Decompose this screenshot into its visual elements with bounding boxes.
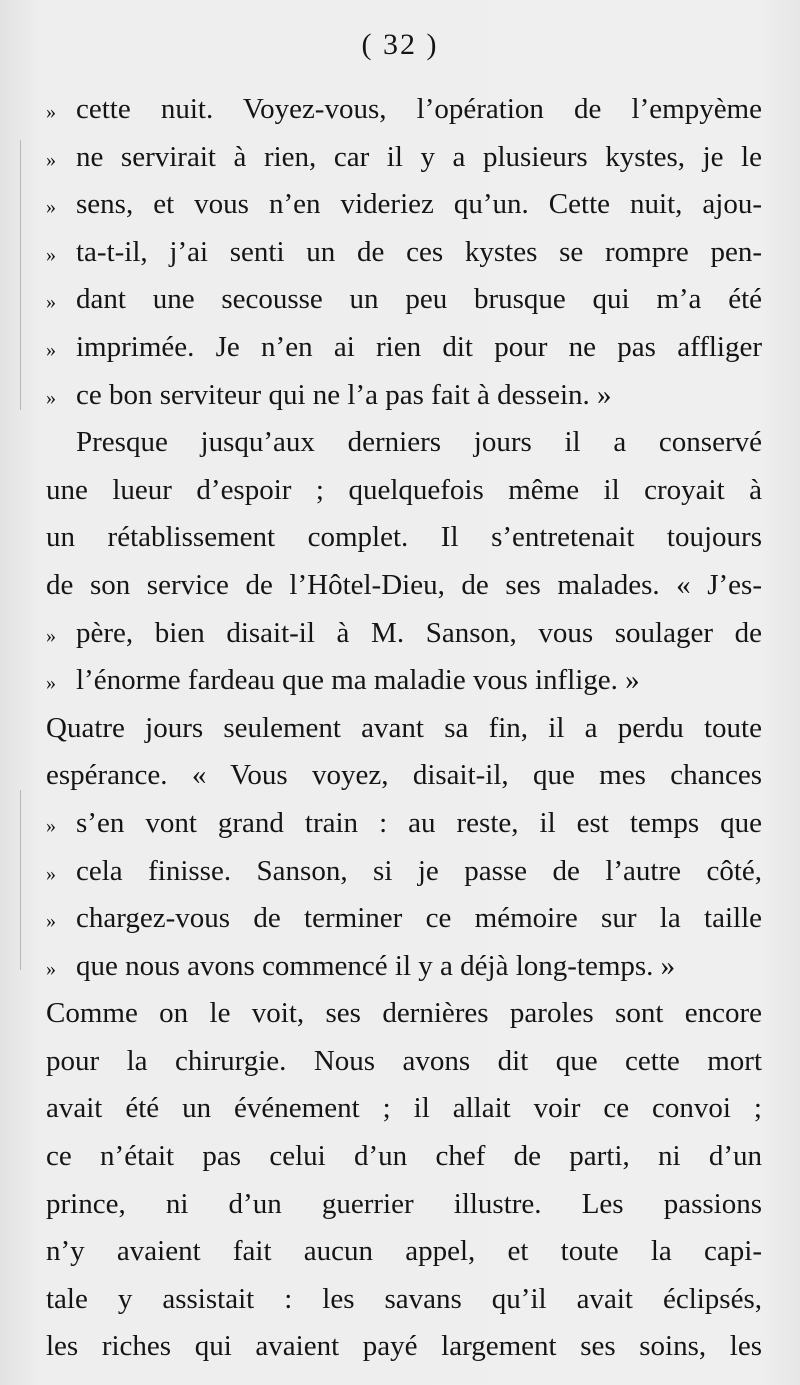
line-text: chargez-vous de terminer ce mémoire sur la taille (76, 902, 762, 935)
line-text: Presque jusqu’aux derniers jours il a conservé (76, 426, 762, 459)
text-line (46, 943, 762, 991)
text-line (46, 990, 762, 1038)
quote-mark: » (46, 624, 56, 647)
text-line (46, 372, 762, 420)
text-line (46, 1085, 762, 1133)
quote-mark: » (46, 101, 56, 123)
line-text: espérance. « Vous voyez, disait-il, que mes chances (46, 759, 762, 792)
line-text: prince, ni d’un guerrier illustre. Les passions (46, 1187, 762, 1220)
line-text: pour la chirurgie. Nous avons dit que cette mort (46, 1044, 762, 1077)
line-text: ne servirait à rien, car il y a plusieurs kystes, je le (76, 140, 762, 173)
line-text: de son service de l’Hôtel-Dieu, de ses malades. « J’es- (46, 568, 762, 601)
text-line (46, 134, 762, 182)
line-text: ta-t-il, j’ai senti un de ces kystes se rompre pen- (76, 235, 762, 268)
line-text: cette nuit. Voyez-vous, l’opération de l’empyème (76, 93, 762, 125)
line-text: ce bon serviteur qui ne l’a pas fait à dessein. » (76, 378, 612, 411)
line-text: n’y avaient fait aucun appel, et toute la capi- (46, 1235, 762, 1268)
line-text: s’en vont grand train : au reste, il est temps que (76, 806, 762, 839)
text-line (46, 86, 762, 134)
quote-mark: » (46, 814, 56, 837)
text-line (46, 229, 762, 277)
line-text: cela finisse. Sanson, si je passe de l’autre côté, (76, 854, 762, 887)
quote-mark: » (46, 910, 56, 933)
line-text: imprimée. Je n’en ai rien dit pour ne pas affliger (76, 330, 762, 363)
quote-mark: » (46, 338, 56, 361)
line-text: Comme on le voit, ses dernières paroles sont encore (46, 997, 762, 1030)
line-text: l’énorme fardeau que ma maladie vous inflige. » (76, 664, 640, 697)
quote-mark: » (46, 957, 56, 980)
page-number: ( 32 ) (361, 28, 439, 61)
line-text: sens, et vous n’en videriez qu’un. Cette nuit, ajou- (76, 188, 762, 221)
quote-mark: » (46, 862, 56, 885)
line-text: ce n’était pas celui d’un chef de parti, ni d’un (46, 1140, 762, 1173)
text-line (46, 514, 762, 562)
text-line (46, 1133, 762, 1181)
line-text: tale y assistait : les savans qu’il avait éclipsés, (46, 1282, 762, 1315)
text-line (46, 276, 762, 324)
text-line (46, 610, 762, 658)
text-line (46, 1323, 762, 1371)
text-line (46, 1276, 762, 1324)
quote-mark: » (46, 243, 56, 266)
quote-mark: » (46, 672, 56, 695)
text-line (46, 562, 762, 610)
line-text: dant une secousse un peu brusque qui m’a été (76, 283, 762, 316)
line-text: Quatre jours seulement avant sa fin, il a perdu toute (46, 711, 762, 744)
quote-mark: » (46, 291, 56, 314)
line-text: une lueur d’espoir ; quelquefois même il croyait à (46, 473, 762, 506)
text-line (46, 181, 762, 229)
body-text (46, 86, 762, 1371)
line-text: un rétablissement complet. Il s’entretenait toujours (46, 521, 762, 554)
text-line (46, 1038, 762, 1086)
quote-mark: » (46, 386, 56, 409)
text-line (46, 895, 762, 943)
quote-mark: » (46, 148, 56, 171)
quote-mark: » (46, 196, 56, 219)
text-line (46, 419, 762, 467)
line-text: avait été un événement ; il allait voir ce convoi ; (46, 1092, 762, 1125)
margin-rule-lower (20, 790, 21, 970)
text-line (46, 1228, 762, 1276)
text-line (46, 752, 762, 800)
text-line (46, 848, 762, 896)
line-text: les riches qui avaient payé largement ses soins, les (46, 1330, 762, 1363)
text-line (46, 467, 762, 515)
text-line (46, 324, 762, 372)
line-text: que nous avons commencé il y a déjà long-temps. » (76, 949, 676, 982)
text-line (46, 800, 762, 848)
margin-rule-upper (20, 140, 21, 410)
line-text: père, bien disait-il à M. Sanson, vous soulager de (76, 616, 762, 649)
text-line (46, 705, 762, 753)
text-line (46, 1181, 762, 1229)
text-line (46, 657, 762, 705)
